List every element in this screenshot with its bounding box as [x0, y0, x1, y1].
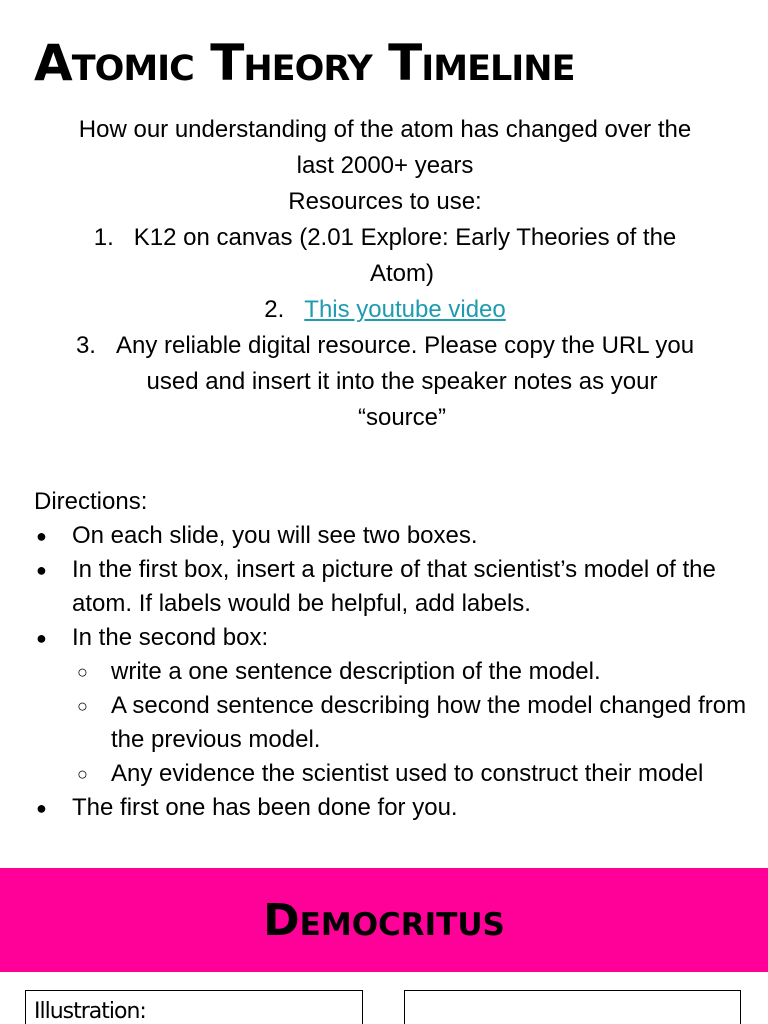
list-item: ● On each slide, you will see two boxes. [34, 519, 754, 553]
hollow-bullet-icon: ○ [77, 764, 88, 784]
directions-section [34, 485, 754, 825]
directions-heading: Directions: [34, 488, 148, 515]
list-item: ● The first one has been done for you. [34, 791, 754, 825]
intro-line: How our understanding of the atom has changed over the [78, 116, 692, 143]
resource-item-1-cont: Atom) [369, 260, 434, 287]
bullet-icon: ● [36, 628, 47, 648]
hollow-bullet-icon: ○ [77, 662, 88, 682]
page-title: Atomic Theory Timeline [34, 34, 575, 92]
sub-list-item: ○ A second sentence describing how the model changed from the previous model. [34, 689, 754, 757]
sub-list-item: ○ write a one sentence description of the model. [34, 655, 754, 689]
intro-line: last 2000+ years [296, 152, 474, 179]
intro-section [40, 112, 730, 436]
sub-list-item: ○ Any evidence the scientist used to construct their model [34, 757, 754, 791]
bullet-icon: ● [36, 526, 47, 546]
resource-item-3: 3. Any reliable digital resource. Please copy the URL you [75, 332, 695, 359]
resource-item-2: 2. This youtube video [264, 296, 506, 323]
illustration-label: Illustration: [34, 999, 146, 1024]
resources-heading: Resources to use: [288, 188, 482, 215]
resource-item-3-cont: “source” [357, 404, 447, 431]
list-item: ● In the second box: [34, 621, 754, 655]
scientist-banner [0, 868, 768, 972]
hollow-bullet-icon: ○ [77, 696, 88, 716]
illustration-box[interactable] [25, 990, 363, 1024]
resource-item-1: 1. K12 on canvas (2.01 Explore: Early Theories of the [93, 224, 677, 251]
scientist-name: Democritus [263, 894, 505, 946]
description-box[interactable] [404, 990, 741, 1024]
bullet-icon: ● [36, 798, 47, 818]
youtube-video-link[interactable]: This youtube video [304, 296, 506, 323]
bullet-icon: ● [36, 560, 47, 580]
list-item: ● In the first box, insert a picture of that scientist’s model of the atom. If labels would be helpful, add labels. [34, 553, 754, 621]
resource-item-3-cont: used and insert it into the speaker notes as your [146, 368, 658, 395]
